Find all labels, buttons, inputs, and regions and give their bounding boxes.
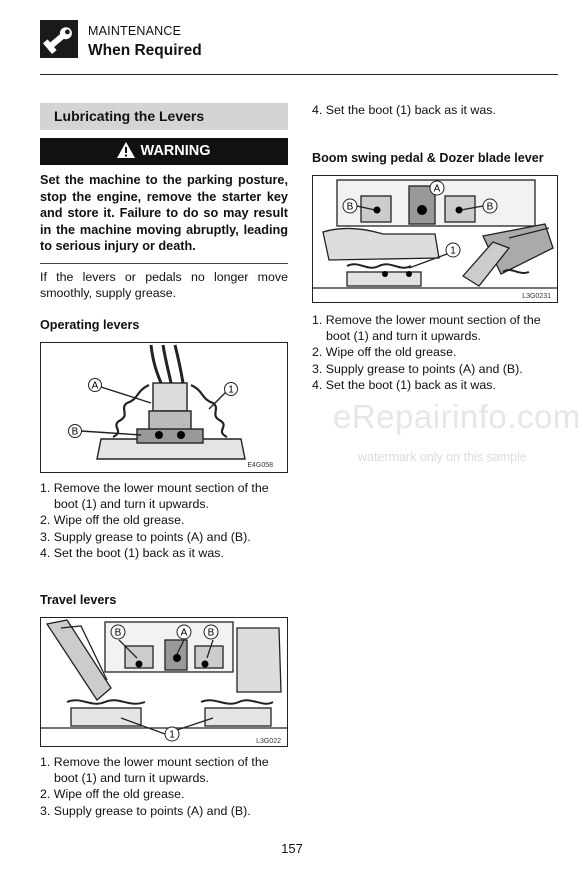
label-a-marker: A <box>91 380 99 392</box>
step-item: 1. Remove the lower mount section of the boot (1) and turn it upwards. <box>40 755 269 786</box>
operating-levers-final-step <box>312 102 558 118</box>
section-title: Lubricating the Levers <box>40 103 288 130</box>
warning-label: WARNING <box>140 143 211 159</box>
label-a-marker: A <box>180 627 188 639</box>
warning-text: Set the machine to the parking posture, stop the engine, remove the starter key and store it. Failure to do so may result in the machine moving abruptly, leading to serious injury or death. <box>40 173 288 254</box>
label-b-marker: B <box>71 426 79 438</box>
maintenance-wrench-icon <box>40 20 78 58</box>
label-b-left-marker: B <box>114 627 122 639</box>
label-b-right-marker: B <box>207 627 215 639</box>
step-item: 1. Remove the lower mount section of the boot (1) and turn it upwards. <box>312 313 541 344</box>
boom-swing-heading: Boom swing pedal & Dozer blade lever <box>312 151 544 165</box>
step-item: 3. Supply grease to points (A) and (B). <box>40 803 251 818</box>
label-1-marker: 1 <box>169 729 175 741</box>
step-item: 4. Set the boot (1) back as it was. <box>40 545 224 560</box>
step-item: 4. Set the boot (1) back as it was. <box>312 377 496 392</box>
header-title: When Required <box>88 42 202 59</box>
step-item: 3. Supply grease to points (A) and (B). <box>40 529 251 544</box>
step-item: 4. Set the boot (1) back as it was. <box>312 103 496 117</box>
step-item: 2. Wipe off the old grease. <box>40 787 185 802</box>
header-section: MAINTENANCE <box>88 24 182 38</box>
header-divider <box>40 74 558 75</box>
label-a-marker: A <box>433 183 441 195</box>
warning-triangle-icon <box>117 142 135 158</box>
travel-levers-steps <box>40 754 288 819</box>
watermark-sub: watermark only on this sample <box>358 450 527 464</box>
figure-code: L3G022 <box>256 738 281 745</box>
step-item: 3. Supply grease to points (A) and (B). <box>312 361 523 376</box>
operating-levers-figure <box>40 342 288 473</box>
page-number: 157 <box>281 841 303 856</box>
label-b-left-marker: B <box>346 201 354 213</box>
intro-text: If the levers or pedals no longer move smoothly, supply grease. <box>40 270 288 301</box>
operating-levers-heading: Operating levers <box>40 318 140 332</box>
step-item: 1. Remove the lower mount section of the boot (1) and turn it upwards. <box>40 481 269 512</box>
step-item: 2. Wipe off the old grease. <box>312 345 457 360</box>
watermark-main: eRepairinfo.com <box>333 398 581 435</box>
travel-levers-figure <box>40 617 288 747</box>
label-1-marker: 1 <box>450 245 456 257</box>
figure-code: L3G0231 <box>522 293 551 300</box>
warning-banner <box>40 138 288 165</box>
operating-levers-steps <box>40 480 288 561</box>
step-item: 2. Wipe off the old grease. <box>40 513 185 528</box>
label-b-right-marker: B <box>486 201 494 213</box>
warning-divider <box>40 263 288 264</box>
boom-swing-steps <box>312 312 558 393</box>
boom-swing-figure <box>312 175 558 303</box>
label-1-marker: 1 <box>228 384 234 396</box>
figure-code: E4G058 <box>247 462 273 469</box>
travel-levers-heading: Travel levers <box>40 593 117 607</box>
